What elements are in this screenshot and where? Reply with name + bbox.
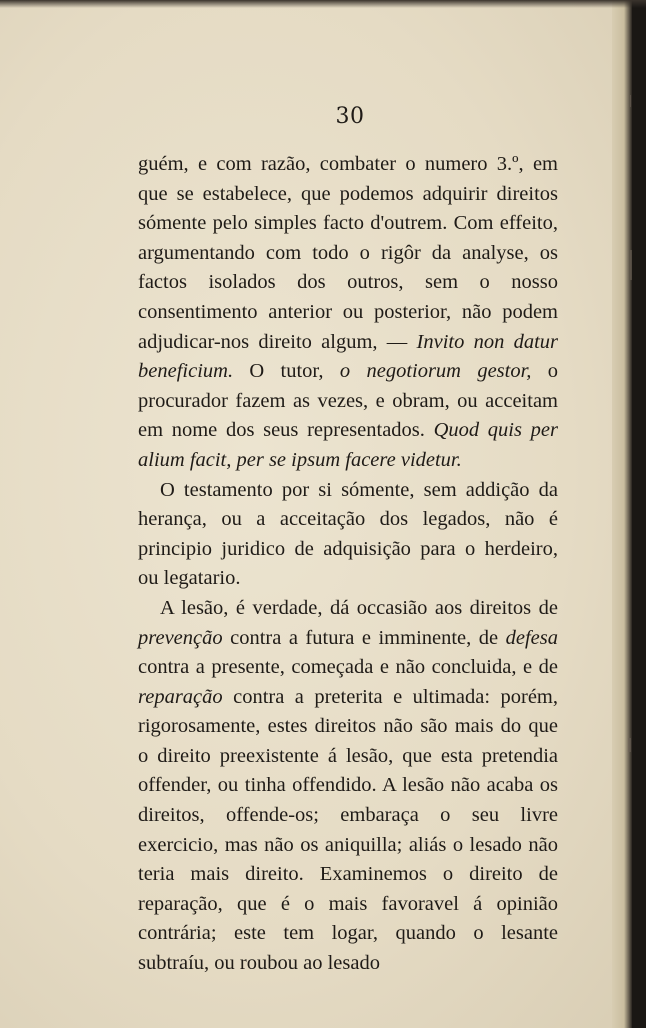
italic-run: defesa [505, 626, 558, 649]
page-edge [612, 0, 632, 1028]
text-run: O tutor, [233, 360, 340, 383]
italic-run: Quod quis per alium facit, per se ipsum facere videtur. [138, 419, 558, 471]
body-text [138, 150, 558, 979]
italic-run: prevenção [138, 626, 223, 649]
text-run: guém, e com razão, combater o numero 3.º, em que se estabelece, que podemos adquirir direitos sómente pelo simples facto d'outrem. Com effeito, argumentando com todo o rigôr da analyse, os factos isolados dos outros, sem o nosso consentimento anterior ou posterior, não podem adjudicar-nos direito algum, — [138, 153, 558, 353]
text-run: o procurador fazem as vezes, e obram, ou acceitam em nome dos seus representados. [138, 360, 558, 442]
page-number: 30 [335, 104, 365, 129]
text-run: contra a presente, começada e não concluida, e de [138, 656, 558, 679]
italic-run: Invito non datur beneficium. [138, 330, 558, 383]
text-run: O testamento por si sómente, sem addição da herança, ou a acceitação dos legados, não é principio juridico de adquisição para o herdeiro, ou legatario. [138, 478, 558, 590]
text-run: contra a futura e imminente, de [222, 626, 506, 649]
text-run: contra a preterita e ultimada: porém, rigorosamente, estes direitos não são mais do que o direito preexistente á lesão, que esta pretendia offender, ou tinha offendido. A lesão não acaba os direitos, offende-os; embaraça o seu livre exercicio, mas não os aniquilla; aliás o lesado não teria mais direito. Examinemos o direito de reparação, que é o mais favoravel á opinião contrária; este tem logar, quando o lesante subtraíu, ou roubou ao lesado [138, 685, 558, 975]
top-shadow [0, 0, 646, 8]
text-run: A lesão, é verdade, dá occasião aos direitos de [160, 596, 558, 619]
italic-run: reparação [138, 685, 223, 708]
paragraph [138, 594, 558, 979]
margin-mark [628, 738, 631, 752]
paragraph [138, 150, 558, 476]
italic-run: o negotiorum gestor, [339, 360, 532, 383]
margin-mark [630, 250, 632, 280]
paragraph [138, 476, 558, 594]
